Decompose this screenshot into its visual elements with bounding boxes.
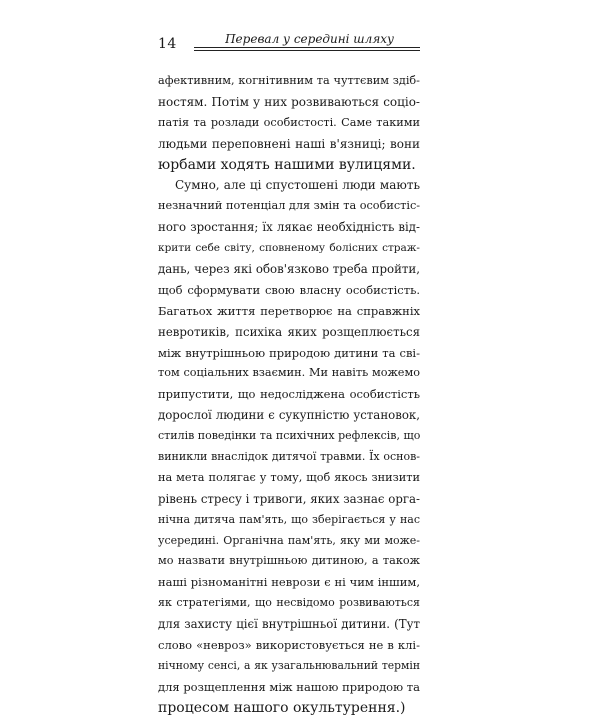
text-line: незначний потенціал для змін та особистіс- <box>158 199 421 213</box>
header-rule <box>194 47 420 48</box>
page-number: 14 <box>158 36 177 52</box>
text-line: слово «невроз» використовується не в клі- <box>158 638 420 653</box>
text-line: дань, через які обов'язково треба пройти, <box>158 262 420 277</box>
text-line: афективним, когнітивним та чуттєвим здіб- <box>158 74 420 87</box>
text-line: рівень стресу і тривоги, яких зазнає орга- <box>158 491 420 506</box>
text-line: патія та розлади особистості. Саме такими <box>158 115 420 129</box>
paragraph <box>158 175 420 718</box>
text-line: невротиків, психіка яких розщеплюється <box>158 324 420 339</box>
header-rule <box>194 50 420 51</box>
text-line: ного зростання; їх лякає необхідність від- <box>158 220 420 235</box>
text-line: виникли внаслідок дитячої травми. Їх основ- <box>158 450 420 464</box>
text-line: мо назвати внутрішньою дитиною, а також <box>158 554 420 568</box>
body-text <box>158 71 420 719</box>
text-line: усередині. Органічна пам'ять, яку ми може- <box>158 533 420 547</box>
running-title: Перевал у середині шляху <box>225 32 394 46</box>
text-line: том соціальних взаємин. Ми навіть можемо <box>158 366 420 380</box>
text-line: стилів поведінки та психічних рефлексів, що <box>158 429 421 443</box>
text-line: нічному сенсі, а як узагальнювальний термін <box>158 658 420 672</box>
text-line: припустити, що недосліджена особистість <box>158 387 420 402</box>
text-line: щоб сформувати свою власну особистість. <box>158 282 420 297</box>
text-line: нічна дитяча пам'ять, що зберігається у нас <box>158 512 420 526</box>
text-line: для розщеплення між нашою природою та <box>158 679 420 694</box>
paragraph <box>158 71 420 175</box>
text-line: дорослої людини є сукупністю установок, <box>158 408 420 423</box>
text-line: ностям. Потім у них розвиваються соціо- <box>158 94 420 109</box>
text-line: як стратегіями, що несвідомо розвиваються <box>158 596 420 610</box>
text-line: процесом нашого окультурення.) <box>158 699 406 716</box>
text-line: юрбами ходять нашими вулицями. <box>158 156 416 173</box>
text-line: наші різноманітні неврози є ні чим іншим, <box>158 575 420 590</box>
text-line: Сумно, але ці спустошені люди мають <box>175 178 420 193</box>
page-header <box>158 32 420 60</box>
text-line: Багатьох життя перетворює на справжніх <box>158 303 420 318</box>
text-line: між внутрішньою природою дитини та сві- <box>158 345 420 360</box>
text-line: для захисту цієї внутрішньої дитини. (Тут <box>158 617 420 632</box>
text-line: людьми переповнені наші в'язниці; вони <box>158 136 420 151</box>
text-line: на мета полягає у тому, щоб якось знизити <box>158 470 420 484</box>
text-line: крити себе світу, сповненому болісних страж- <box>158 242 420 255</box>
